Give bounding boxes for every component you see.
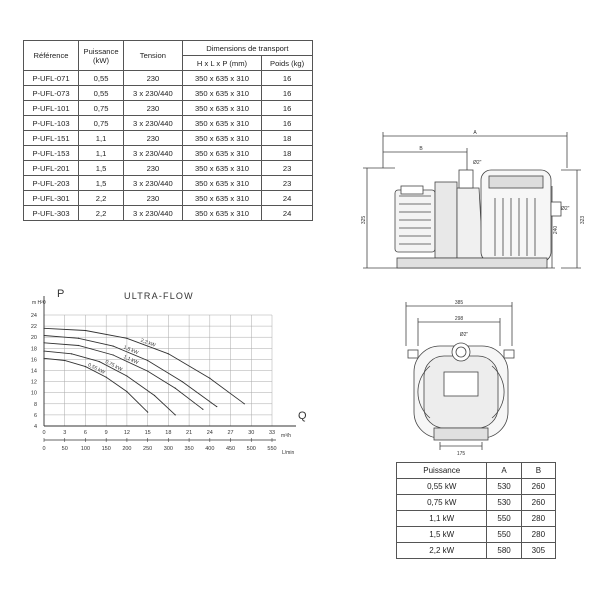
table-row <box>24 206 313 221</box>
table-cell: 350 x 635 x 310 <box>182 71 261 86</box>
front-port: Ø2" <box>459 332 469 338</box>
table-cell: 230 <box>124 161 183 176</box>
y-tick-label: 20 <box>30 335 37 342</box>
series-point <box>182 381 183 382</box>
table-cell: 24 <box>262 191 313 206</box>
table-row <box>24 101 313 116</box>
table-row <box>397 479 556 495</box>
table-cell: P-UFL-073 <box>24 86 79 101</box>
x-axis-label: Q <box>298 410 307 422</box>
table-cell: 18 <box>262 146 313 161</box>
header-weight: Poids (kg) <box>262 56 313 71</box>
x-tick-label: 12 <box>123 430 130 436</box>
x-tick-label: 15 <box>144 430 151 436</box>
side-dim-a: A <box>473 130 477 136</box>
series-point <box>216 406 217 407</box>
table-cell: P-UFL-201 <box>24 161 79 176</box>
table-cell: 0,75 <box>79 101 124 116</box>
y-tick-label: 10 <box>30 390 37 397</box>
x2-tick-label: 100 <box>80 446 91 452</box>
series-point <box>43 342 44 343</box>
series-point <box>244 403 245 404</box>
table-cell: 530 <box>487 495 521 511</box>
series-label: 0,55 kW <box>86 362 106 376</box>
table-row <box>397 511 556 527</box>
table-cell: 0,55 <box>79 71 124 86</box>
pump-side-drawing <box>355 128 590 273</box>
table-cell: 1,5 <box>79 176 124 191</box>
series-label: 1,5 kW <box>122 344 140 357</box>
header-puissance: Puissance <box>397 463 487 479</box>
table-cell: 3 x 230/440 <box>124 116 183 131</box>
table-cell: 350 x 635 x 310 <box>182 146 261 161</box>
table-row <box>24 116 313 131</box>
header-reference: Référence <box>24 41 79 71</box>
y-tick-label: 8 <box>33 401 37 408</box>
x2-tick-label: 450 <box>225 446 236 452</box>
x2-tick-label: 350 <box>184 446 194 452</box>
table-cell: 3 x 230/440 <box>124 206 183 221</box>
header-power: Puissance (kW) <box>79 41 124 71</box>
header-voltage: Tension <box>124 41 183 71</box>
side-port-side: Ø2" <box>561 206 570 212</box>
y-tick-label: 22 <box>30 324 37 331</box>
side-dim-height: 325 <box>361 215 367 225</box>
table-cell: P-UFL-301 <box>24 191 79 206</box>
table-row <box>397 543 556 559</box>
table-cell: 0,75 <box>79 116 124 131</box>
series-point <box>64 360 65 361</box>
table-row <box>24 161 313 176</box>
table-cell: 580 <box>487 543 521 559</box>
front-dim-inner: 298 <box>454 316 464 322</box>
x-tick-label: 21 <box>186 430 193 436</box>
table-cell: 280 <box>521 511 555 527</box>
series-point <box>147 370 148 371</box>
table-row <box>397 495 556 511</box>
side-dim-right: 323 <box>580 215 586 225</box>
table-row <box>397 527 556 543</box>
table-cell: 550 <box>487 511 521 527</box>
y-axis-label: P <box>57 288 65 300</box>
x2-tick-label: 300 <box>163 446 173 452</box>
series-point <box>202 409 203 410</box>
x2-tick-label: 250 <box>143 446 153 452</box>
y-tick-label: 24 <box>30 313 37 319</box>
series-point <box>78 338 79 339</box>
table-cell: 23 <box>262 161 313 176</box>
series-point <box>43 328 44 329</box>
x-axis-unit: m³/h <box>281 433 291 439</box>
table-cell: 2,2 kW <box>397 543 487 559</box>
table-cell: P-UFL-153 <box>24 146 79 161</box>
y-tick-label: 14 <box>30 368 37 375</box>
table-row <box>24 71 313 86</box>
side-dim-b: B <box>419 146 423 152</box>
x2-tick-label: 50 <box>61 446 68 452</box>
pump-front-drawing <box>400 296 520 456</box>
ultra-flow-performance-chart <box>0 280 320 465</box>
y-axis-unit: m H²0 <box>32 300 46 306</box>
table-cell: 350 x 635 x 310 <box>182 101 261 116</box>
table-cell: 280 <box>521 527 555 543</box>
table-cell: 530 <box>487 479 521 495</box>
table-row <box>24 86 313 101</box>
table-cell: 350 x 635 x 310 <box>182 161 261 176</box>
table-cell: 3 x 230/440 <box>124 86 183 101</box>
table-cell: 1,1 <box>79 131 124 146</box>
table-cell: 350 x 635 x 310 <box>182 191 261 206</box>
table-cell: 0,55 <box>79 86 124 101</box>
table-cell: P-UFL-203 <box>24 176 79 191</box>
series-point <box>126 375 127 376</box>
table-cell: 23 <box>262 176 313 191</box>
table-cell: 2,2 <box>79 206 124 221</box>
table-cell: 305 <box>521 543 555 559</box>
table-cell: 230 <box>124 131 183 146</box>
x2-tick-label: 550 <box>267 446 277 452</box>
table-cell: 230 <box>124 71 183 86</box>
dimension-table <box>396 462 556 559</box>
y-tick-label: 18 <box>30 346 37 353</box>
spec-table <box>23 40 313 221</box>
x-tick-label: 33 <box>268 430 276 436</box>
x2-tick-label: 150 <box>101 446 111 452</box>
series-point <box>112 345 113 346</box>
x2-tick-label: 400 <box>205 446 215 452</box>
header-b: B <box>521 463 555 479</box>
y-tick-label: 6 <box>33 412 37 419</box>
series-point <box>71 353 72 354</box>
table-cell: 16 <box>262 101 313 116</box>
table-cell: 1,1 <box>79 146 124 161</box>
series-point <box>147 360 148 361</box>
x-tick-label: 9 <box>104 430 108 436</box>
table-cell: 3 x 230/440 <box>124 176 183 191</box>
table-cell: P-UFL-101 <box>24 101 79 116</box>
x-tick-label: 3 <box>63 430 67 436</box>
table-cell: 18 <box>262 131 313 146</box>
side-dim-inner: 240 <box>553 225 559 235</box>
front-dim-width: 385 <box>454 300 464 306</box>
series-point <box>85 330 86 331</box>
x2-axis-unit: L/min <box>282 450 295 456</box>
table-cell: 0,55 kW <box>397 479 487 495</box>
table-cell: P-UFL-151 <box>24 131 79 146</box>
table-cell: 0,75 kW <box>397 495 487 511</box>
series-point <box>78 345 79 346</box>
series-point <box>126 338 127 339</box>
table-row <box>24 176 313 191</box>
table-row <box>24 146 313 161</box>
table-cell: 550 <box>487 527 521 543</box>
side-port-top: Ø2" <box>473 160 482 166</box>
table-cell: 24 <box>262 206 313 221</box>
table-cell: 1,1 kW <box>397 511 487 527</box>
y-tick-label: 16 <box>30 357 37 364</box>
series-point <box>209 378 210 379</box>
table-cell: 260 <box>521 479 555 495</box>
table-cell: P-UFL-071 <box>24 71 79 86</box>
series-line <box>44 343 203 410</box>
series-point <box>43 358 44 359</box>
series-label: 2,2 kW <box>139 337 157 349</box>
series-point <box>126 391 127 392</box>
series-point <box>175 414 176 415</box>
table-cell: 3 x 230/440 <box>124 146 183 161</box>
table-cell: 350 x 635 x 310 <box>182 131 261 146</box>
series-point <box>106 377 107 378</box>
series-point <box>154 395 155 396</box>
table-cell: 1,5 <box>79 161 124 176</box>
table-cell: 2,2 <box>79 191 124 206</box>
x2-tick-label: 200 <box>122 446 132 452</box>
table-row <box>24 131 313 146</box>
series-point <box>43 350 44 351</box>
chart-title: ULTRA-FLOW <box>124 291 194 301</box>
series-point <box>175 388 176 389</box>
series-label: 0,75 kW <box>104 359 124 373</box>
spec-table-body <box>24 71 313 221</box>
series-point <box>168 353 169 354</box>
x-tick-label: 0 <box>42 430 46 436</box>
table-cell: 350 x 635 x 310 <box>182 206 261 221</box>
x-tick-label: 18 <box>165 430 172 436</box>
table-cell: 16 <box>262 116 313 131</box>
table-cell: 350 x 635 x 310 <box>182 86 261 101</box>
series-point <box>43 335 44 336</box>
x2-tick-label: 0 <box>42 446 46 452</box>
table-row <box>24 191 313 206</box>
front-dim-base: 175 <box>456 451 466 457</box>
x-tick-label: 27 <box>227 430 234 436</box>
table-cell: P-UFL-303 <box>24 206 79 221</box>
header-dimensions: Dimensions de transport <box>182 41 312 56</box>
table-cell: 1,5 kW <box>397 527 487 543</box>
table-cell: P-UFL-103 <box>24 116 79 131</box>
chart-labels <box>31 313 277 452</box>
series-point <box>147 412 148 413</box>
dimension-table-body <box>397 479 556 559</box>
table-cell: 16 <box>262 86 313 101</box>
x-tick-label: 24 <box>206 430 213 436</box>
header-a: A <box>487 463 521 479</box>
table-cell: 350 x 635 x 310 <box>182 116 261 131</box>
chart-grid <box>44 315 272 426</box>
series-point <box>112 354 113 355</box>
y-tick-label: 4 <box>33 424 37 430</box>
table-cell: 230 <box>124 191 183 206</box>
y-tick-label: 12 <box>30 379 37 386</box>
table-cell: 260 <box>521 495 555 511</box>
series-point <box>99 361 100 362</box>
header-hlp: H x L x P (mm) <box>182 56 261 71</box>
x-tick-label: 6 <box>83 430 87 436</box>
x2-tick-label: 500 <box>246 446 256 452</box>
table-cell: 16 <box>262 71 313 86</box>
table-cell: 230 <box>124 101 183 116</box>
table-cell: 350 x 635 x 310 <box>182 176 261 191</box>
x-tick-label: 30 <box>248 430 255 436</box>
chart-axes <box>44 296 296 442</box>
series-label: 1,1 kW <box>122 354 140 367</box>
series-point <box>85 366 86 367</box>
